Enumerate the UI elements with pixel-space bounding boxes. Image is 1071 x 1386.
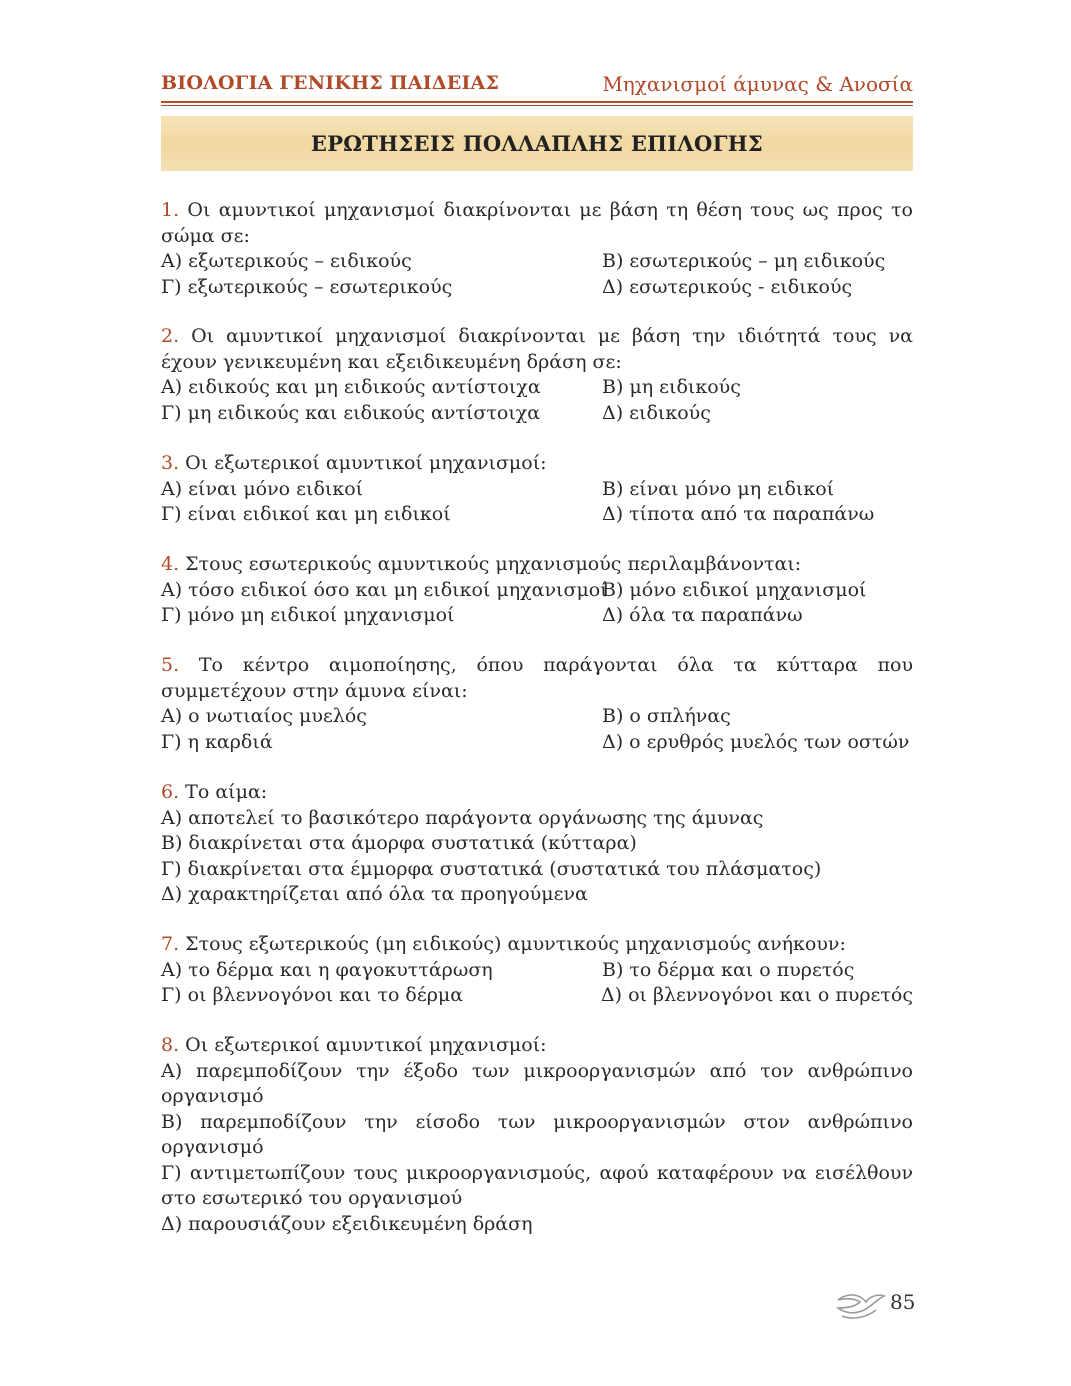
option-a: Α) αποτελεί το βασικότερο παράγοντα οργάνωσης της άμυνας xyxy=(161,806,764,829)
question-4 xyxy=(161,552,913,629)
option-a: Α) το δέρμα και η φαγοκυττάρωση xyxy=(161,958,493,981)
option-b: Β) είναι μόνο μη ειδικοί xyxy=(602,477,835,500)
question-stem: Το αίμα: xyxy=(179,781,268,803)
question-number: 4. xyxy=(161,553,180,575)
option-c: Γ) μόνο μη ειδικοί μηχανισμοί xyxy=(161,604,455,626)
page-header xyxy=(161,72,913,102)
question-3 xyxy=(161,451,913,528)
header-rule xyxy=(161,101,913,103)
option-c: Γ) αντιμετωπίζουν τους μικροοργανισμούς, αφού καταφέρουν να εισέλθουν στο εσωτερικό του οργανισμού xyxy=(161,1161,913,1209)
option-c: Γ) μη ειδικούς και ειδικούς αντίστοιχα xyxy=(161,401,541,424)
question-stem: Οι αμυντικοί μηχανισμοί διακρίνονται με βάση την ιδιότητά τους να έχουν γενικευμένη και εξειδικευμένη δράση σε: xyxy=(161,325,913,373)
option-d: Δ) παρουσιάζουν εξειδικευμένη δράση xyxy=(161,1212,533,1235)
option-a: Α) τόσο ειδικοί όσο και μη ειδικοί μηχανισμοί xyxy=(161,578,608,601)
option-c: Γ) οι βλεννογόνοι και το δέρμα xyxy=(161,984,464,1006)
question-number: 5. xyxy=(161,654,180,676)
question-2 xyxy=(161,324,913,426)
question-stem: Στους εσωτερικούς αμυντικούς μηχανισμούς περιλαμβάνονται: xyxy=(179,553,802,575)
question-number: 8. xyxy=(161,1034,180,1056)
question-number: 3. xyxy=(161,452,180,474)
option-b: Β) διακρίνεται στα άμορφα συστατικά (κύτταρα) xyxy=(161,832,637,854)
option-d: Δ) ο ερυθρός μυελός των οστών xyxy=(602,730,910,753)
option-a: Α) είναι μόνο ειδικοί xyxy=(161,477,364,500)
option-b: Β) μόνο ειδικοί μηχανισμοί xyxy=(602,578,867,601)
option-b: Β) το δέρμα και ο πυρετός xyxy=(602,958,855,981)
option-b: Β) παρεμποδίζουν την είσοδο των μικροοργανισμών στον ανθρώπινο οργανισμό xyxy=(161,1110,913,1158)
question-number: 6. xyxy=(161,781,180,803)
dove-logo-icon xyxy=(836,1286,886,1322)
question-5 xyxy=(161,653,913,755)
option-c: Γ) η καρδιά xyxy=(161,730,273,753)
header-rule-thin xyxy=(161,105,913,106)
question-6 xyxy=(161,780,913,908)
question-number: 1. xyxy=(161,199,180,221)
subject-title: ΒΙΟΛΟΓΙΑ ΓΕΝΙΚΗΣ ΠΑΙΔΕΙΑΣ xyxy=(161,72,500,94)
option-a: Α) ειδικούς και μη ειδικούς αντίστοιχα xyxy=(161,376,541,398)
question-number: 7. xyxy=(161,933,180,955)
option-c: Γ) εξωτερικούς – εσωτερικούς xyxy=(161,275,453,298)
question-7 xyxy=(161,932,913,1009)
option-a: Α) εξωτερικούς – ειδικούς xyxy=(161,250,412,272)
question-stem: Στους εξωτερικούς (μη ειδικούς) αμυντικούς μηχανισμούς ανήκουν: xyxy=(179,933,846,955)
chapter-title: Μηχανισμοί άμυνας & Ανοσία xyxy=(602,72,913,96)
option-d: Δ) εσωτερικούς - ειδικούς xyxy=(602,275,853,298)
option-b: Β) ο σπλήνας xyxy=(602,705,731,727)
question-stem: Οι εξωτερικοί αμυντικοί μηχανισμοί: xyxy=(179,1034,547,1056)
option-d: Δ) τίποτα από τα παραπάνω xyxy=(602,503,875,525)
option-a: Α) παρεμποδίζουν την έξοδο των μικροοργανισμών από τον ανθρώπινο οργανισμό xyxy=(161,1059,913,1107)
section-title: ΕΡΩΤΗΣΕΙΣ ΠΟΛΛΑΠΛΗΣ ΕΠΙΛΟΓΗΣ xyxy=(310,131,764,156)
option-d: Δ) όλα τα παραπάνω xyxy=(602,604,803,626)
option-d: Δ) οι βλεννογόνοι και ο πυρετός xyxy=(600,984,913,1006)
option-c: Γ) διακρίνεται στα έμμορφα συστατικά (συστατικά του πλάσματος) xyxy=(161,857,822,880)
question-stem: Οι αμυντικοί μηχανισμοί διακρίνονται με βάση τη θέση τους ως προς το σώμα σε: xyxy=(161,199,913,247)
page-number: 85 xyxy=(890,1290,916,1314)
question-1 xyxy=(161,198,913,300)
question-stem: Οι εξωτερικοί αμυντικοί μηχανισμοί: xyxy=(179,452,547,474)
option-b: Β) μη ειδικούς xyxy=(602,376,741,398)
question-stem: Το κέντρο αιμοποίησης, όπου παράγονται όλα τα κύτταρα που συμμετέχουν στην άμυνα είναι: xyxy=(161,654,913,702)
question-8 xyxy=(161,1033,913,1237)
question-number: 2. xyxy=(161,325,180,347)
option-b: Β) εσωτερικούς – μη ειδικούς xyxy=(602,250,886,272)
option-a: Α) ο νωτιαίος μυελός xyxy=(161,705,367,727)
option-d: Δ) χαρακτηρίζεται από όλα τα προηγούμενα xyxy=(161,883,588,905)
option-c: Γ) είναι ειδικοί και μη ειδικοί xyxy=(161,503,451,525)
section-banner xyxy=(161,116,913,171)
option-d: Δ) ειδικούς xyxy=(602,401,711,424)
